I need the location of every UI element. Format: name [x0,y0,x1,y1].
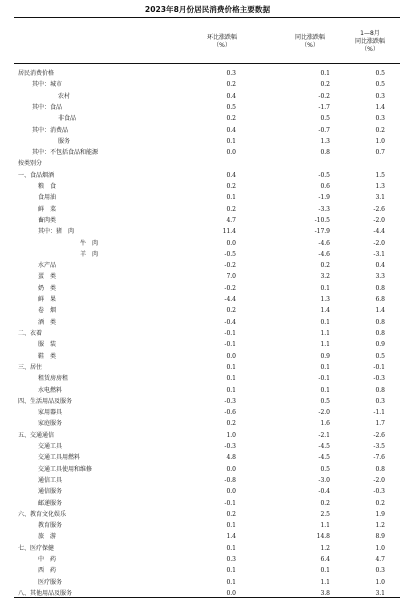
yoy-value: -3.3 [318,205,330,213]
ytd-yoy-value: 1.4 [375,307,385,315]
ytd-yoy-value: 0.3 [375,92,385,100]
header-yoy-change-line1: 同比涨跌幅 [294,34,325,41]
yoy-value: -2.1 [318,431,330,439]
yoy-value: 14.8 [316,533,330,541]
mom-value: 0.2 [226,510,236,518]
table-row [0,442,415,451]
row-label: 农村 [58,92,71,100]
header-yoy-change [280,34,340,50]
table-row [0,397,415,406]
row-label: 三、居住 [18,363,43,371]
mom-value: 0.1 [226,522,236,530]
yoy-value: 3.8 [320,590,330,597]
row-label: 通信服务 [38,488,63,496]
row-label: 其中：消费品 [32,126,69,134]
row-label: 牛 肉 [80,239,99,247]
ytd-yoy-value: 0.2 [375,126,385,134]
table-row [0,555,415,564]
mom-value: 0.3 [226,556,236,564]
row-label: 租赁房房租 [38,375,69,383]
yoy-value: 3.2 [320,273,330,281]
mom-value: 0.1 [226,578,236,586]
ytd-yoy-value: 1.9 [375,510,385,518]
row-label: 鲜 果 [38,296,57,304]
yoy-value: 0.5 [320,115,330,123]
row-label: 六、教育文化娱乐 [18,510,67,518]
ytd-yoy-value: -3.1 [373,250,385,258]
yoy-value: 1.1 [320,578,330,586]
row-label: 七、医疗保健 [18,544,55,552]
yoy-value: -3.0 [318,476,330,484]
header-mom-change-line1: 环比涨跌幅 [206,34,237,41]
ytd-yoy-value: 1.3 [375,183,385,191]
ytd-yoy-value: -0.3 [373,488,385,496]
yoy-value: 1.1 [320,330,330,337]
ytd-yoy-value: 0.5 [375,352,385,360]
row-label: 居民消费价格 [18,70,55,77]
yoy-value: 2.5 [320,510,330,518]
mom-value: 0.3 [226,70,236,77]
mom-value: -4.4 [224,296,236,304]
mom-value: 0.4 [226,126,236,134]
row-label: 鲜 菜 [38,205,57,213]
row-label: 鞋 类 [38,352,57,360]
yoy-value: -10.5 [314,216,330,224]
table-row [0,261,415,270]
ytd-yoy-value: 1.7 [375,420,385,428]
page-title: 2023年8月份居民消费价格主要数据 [144,5,271,14]
mom-value: 0.1 [226,544,236,552]
ytd-yoy-value: 0.8 [375,330,385,337]
yoy-value: 0.1 [320,363,330,371]
yoy-value: 0.1 [320,386,330,394]
ytd-yoy-value: -2.0 [373,239,385,247]
ytd-yoy-value: 0.8 [375,318,385,326]
row-label: 畜肉类 [38,216,57,224]
table-row [0,227,415,236]
row-label: 通信工具 [38,476,63,484]
table-row [0,532,415,541]
row-label: 中 药 [38,556,57,564]
mom-value: 4.7 [226,216,236,224]
ytd-yoy-value: -0.3 [373,375,385,383]
row-label: 四、生活用品及服务 [18,397,73,405]
ytd-yoy-value: 3.3 [375,273,385,281]
table-row [0,159,415,168]
table-row [0,431,415,440]
table-row [0,408,415,417]
table-row [0,419,415,428]
ytd-yoy-value: -7.6 [373,454,385,462]
row-label: 奶 类 [38,284,57,292]
yoy-value: -0.1 [318,375,330,383]
mom-value: 7.0 [226,273,236,281]
yoy-value: -2.0 [318,409,330,417]
row-label: 酒 类 [38,318,57,326]
mom-value: -0.1 [224,341,236,349]
yoy-value: 1.3 [320,296,330,304]
table-row [0,250,415,259]
ytd-yoy-value: 0.7 [375,149,385,157]
table-row [0,80,415,89]
ytd-yoy-value: -2.6 [373,205,385,213]
table-row [0,566,415,575]
row-label: 八、其他用品及服务 [18,590,73,597]
mom-value: 0.2 [226,81,236,89]
table-row [0,306,415,315]
table-row [0,216,415,225]
row-label: 西 药 [38,567,57,575]
row-label: 其中：不包括食品和能源 [32,149,99,157]
ytd-yoy-value: 3.1 [375,194,385,202]
table-row [0,239,415,248]
mom-value: -0.6 [224,409,236,417]
yoy-value: 0.2 [320,81,330,89]
mom-value: -0.2 [224,284,236,292]
header-ytd-yoy-change [340,30,400,54]
mom-value: 0.1 [226,194,236,202]
header-mom-change-line2: （%） [213,42,231,49]
row-label: 水产品 [38,262,57,270]
table-row [0,126,415,135]
header-bottom-rule [14,63,400,64]
mom-value: 0.4 [226,171,236,179]
mom-value: 1.0 [226,431,236,439]
mom-value: 0.2 [226,307,236,315]
row-label: 一、食品烟酒 [18,171,55,179]
yoy-value: 1.4 [320,307,330,315]
mom-value: 0.0 [226,239,236,247]
mom-value: 0.2 [226,183,236,191]
yoy-value: -17.9 [314,228,330,236]
mom-value: -0.2 [224,262,236,270]
table-row [0,499,415,508]
table-row [0,476,415,485]
row-label: 医疗服务 [38,578,63,586]
table-bottom-rule [14,597,400,598]
row-label: 水电燃料 [38,386,63,394]
mom-value: -0.3 [224,397,236,405]
row-label: 蛋 类 [38,273,57,281]
yoy-value: -0.4 [318,488,330,496]
yoy-value: 0.1 [320,567,330,575]
table-row [0,352,415,361]
table-row [0,363,415,372]
mom-value: -0.8 [224,476,236,484]
mom-value: 0.0 [226,465,236,473]
yoy-value: -0.5 [318,171,330,179]
yoy-value: 0.6 [320,183,330,191]
mom-value: 0.1 [226,567,236,575]
table-row [0,340,415,349]
ytd-yoy-value: 0.3 [375,567,385,575]
mom-value: 0.4 [226,92,236,100]
row-label: 非食品 [58,115,77,123]
ytd-yoy-value: 8.9 [375,533,385,541]
row-label: 其中：食品 [32,103,63,111]
header-ytd-line2: 同比涨跌幅 [354,38,385,45]
table-row [0,205,415,214]
mom-value: -0.1 [224,499,236,507]
table-row [0,544,415,553]
row-label: 家庭服务 [38,420,63,428]
header-ytd-line3: （%） [361,46,379,53]
ytd-yoy-value: 0.9 [375,341,385,349]
table-row [0,487,415,496]
row-label: 其中：猪 肉 [38,228,75,236]
table-row [0,103,415,112]
row-label: 二、衣着 [18,330,43,337]
row-label: 羊 肉 [80,250,99,258]
ytd-yoy-value: 0.5 [375,70,385,77]
mom-value: 11.4 [222,228,236,236]
ytd-yoy-value: 6.8 [375,296,385,304]
table-row [0,453,415,462]
ytd-yoy-value: 1.0 [375,544,385,552]
table-row [0,272,415,281]
row-label: 教育服务 [38,522,63,530]
row-label: 其中：城市 [32,81,63,89]
row-label: 交通工具用燃料 [38,454,81,462]
mom-value: 0.5 [226,103,236,111]
yoy-value: 1.1 [320,522,330,530]
table-row [0,284,415,293]
row-label: 食用油 [38,194,57,202]
mom-value: 4.8 [226,454,236,462]
yoy-value: 0.1 [320,70,330,77]
yoy-value: 1.2 [320,544,330,552]
mom-value: 0.0 [226,149,236,157]
ytd-yoy-value: -2.0 [373,476,385,484]
yoy-value: -4.5 [318,443,330,451]
row-label: 卷 烟 [38,307,57,315]
mom-value: 0.1 [226,375,236,383]
ytd-yoy-value: 1.4 [375,103,385,111]
ytd-yoy-value: 3.1 [375,590,385,597]
ytd-yoy-value: 0.3 [375,115,385,123]
table-row [0,182,415,191]
row-label: 旅 游 [38,533,57,541]
yoy-value: 0.5 [320,397,330,405]
table-row [0,318,415,327]
row-label: 服 装 [38,341,57,349]
ytd-yoy-value: 4.7 [375,556,385,564]
yoy-value: -1.9 [318,194,330,202]
mom-value: 0.2 [226,420,236,428]
table-row [0,148,415,157]
table-row [0,521,415,530]
ytd-yoy-value: -1.1 [373,409,385,417]
mom-value: -0.4 [224,318,236,326]
ytd-yoy-value: 1.5 [375,171,385,179]
mom-value: 1.4 [226,533,236,541]
mom-value: 0.2 [226,115,236,123]
table-row [0,69,415,78]
yoy-value: 1.3 [320,137,330,145]
table-row [0,193,415,202]
row-label: 粮 食 [38,183,57,191]
yoy-value: -4.5 [318,454,330,462]
table-row [0,374,415,383]
yoy-value: 0.2 [320,262,330,270]
mom-value: -0.1 [224,330,236,337]
yoy-value: 0.9 [320,352,330,360]
yoy-value: -4.6 [318,239,330,247]
yoy-value: -4.6 [318,250,330,258]
ytd-yoy-value: 0.2 [375,499,385,507]
mom-value: 0.1 [226,363,236,371]
row-label: 交通工具使用和维修 [38,465,93,473]
row-label: 邮递服务 [38,499,63,507]
mom-value: -0.3 [224,443,236,451]
mom-value: 0.1 [226,137,236,145]
table-row [0,510,415,519]
yoy-value: 0.5 [320,465,330,473]
ytd-yoy-value: 0.5 [375,81,385,89]
ytd-yoy-value: 0.8 [375,284,385,292]
header-ytd-line1: 1—8月 [360,30,380,37]
mom-value: 0.0 [226,590,236,597]
ytd-yoy-value: -2.0 [373,216,385,224]
yoy-value: 6.4 [320,556,330,564]
header-yoy-change-line2: （%） [301,42,319,49]
ytd-yoy-value: 0.4 [375,262,385,270]
row-label: 服务 [58,137,71,145]
header-mom-change [192,34,252,50]
ytd-yoy-value: 1.2 [375,522,385,530]
yoy-value: -0.2 [318,92,330,100]
row-label: 五、交通通信 [18,431,55,439]
ytd-yoy-value: -4.4 [373,228,385,236]
ytd-yoy-value: 0.8 [375,386,385,394]
yoy-value: 1.6 [320,420,330,428]
row-label: 家用器具 [38,409,63,417]
yoy-value: 0.8 [320,149,330,157]
table-top-rule [14,17,400,18]
ytd-yoy-value: -2.6 [373,431,385,439]
ytd-yoy-value: -0.1 [373,363,385,371]
mom-value: 0.2 [226,205,236,213]
mom-value: 0.1 [226,386,236,394]
table-row [0,465,415,474]
ytd-yoy-value: 1.0 [375,578,385,586]
ytd-yoy-value: 1.0 [375,137,385,145]
table-row [0,295,415,304]
mom-value: 0.0 [226,352,236,360]
ytd-yoy-value: 0.3 [375,397,385,405]
ytd-yoy-value: 0.8 [375,465,385,473]
yoy-value: 1.1 [320,341,330,349]
row-label: 按类别分 [18,160,43,168]
yoy-value: 0.2 [320,499,330,507]
yoy-value: 0.1 [320,318,330,326]
ytd-yoy-value: -3.5 [373,443,385,451]
table-row [0,137,415,146]
yoy-value: 0.1 [320,284,330,292]
yoy-value: -1.7 [318,103,330,111]
yoy-value: -0.7 [318,126,330,134]
table-row [0,578,415,587]
mom-value: -0.5 [224,250,236,258]
mom-value: 0.0 [226,488,236,496]
table-row [0,386,415,395]
table-row [0,114,415,123]
table-row [0,171,415,180]
table-row [0,329,415,338]
table-row [0,92,415,101]
row-label: 交通工具 [38,443,63,451]
